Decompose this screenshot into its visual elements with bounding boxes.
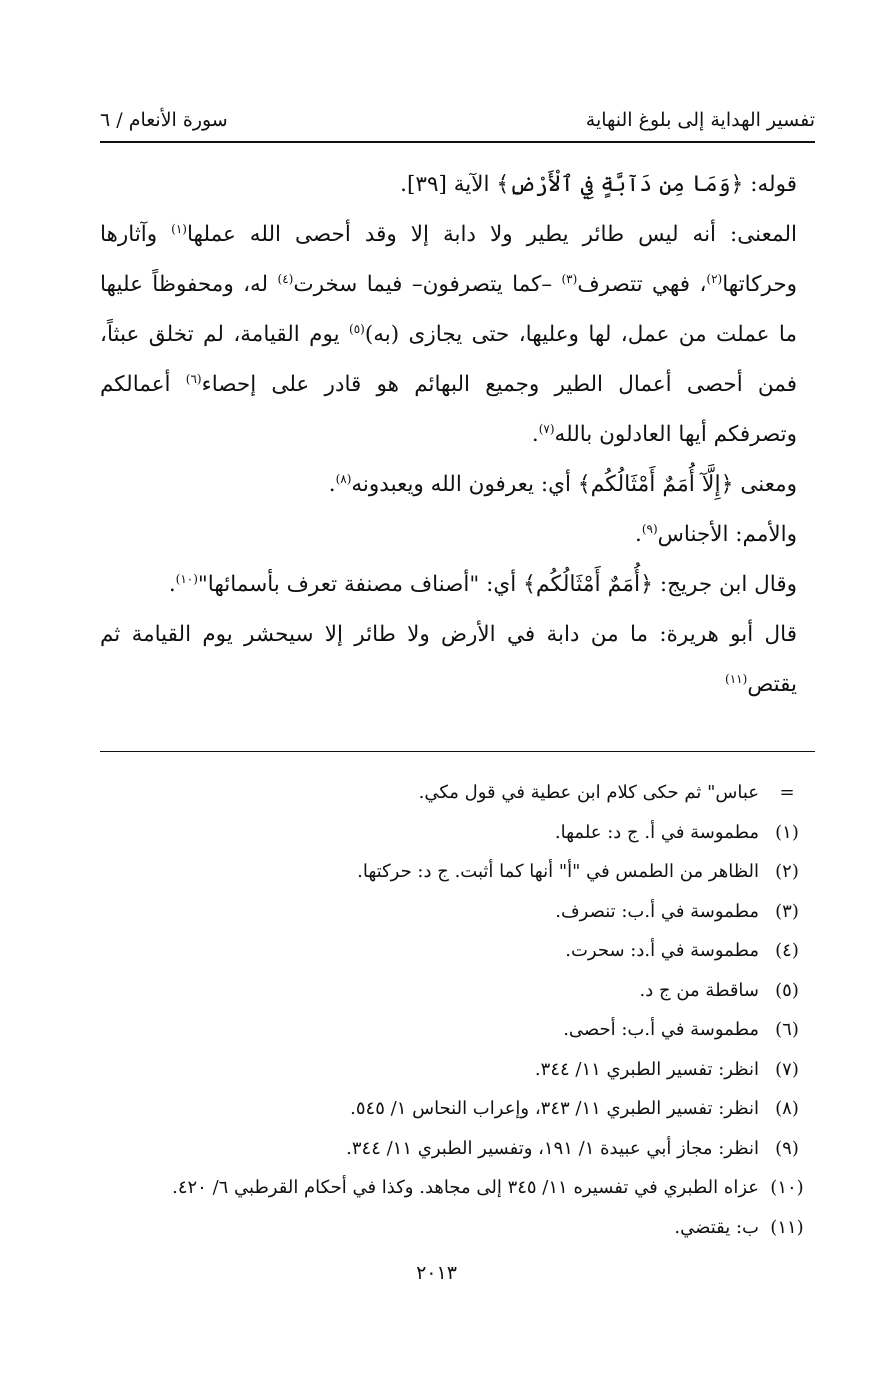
book-title: تفسير الهداية إلى بلوغ النهاية <box>585 109 815 131</box>
footnote-ref: (٣) <box>561 271 578 286</box>
footnote-ref: (٩) <box>641 521 658 536</box>
quran-verse: ﴿وَمَا مِن دَآبَّةٍ فِي ٱلْأَرْضِ﴾ <box>496 172 744 197</box>
footnote-item <box>100 1089 815 1129</box>
footnote-ref: (٥) <box>349 321 365 336</box>
footnote-text: الظاهر من الطمس في "أ" أنها كما أثبت. ج د: حركتها. <box>357 861 759 882</box>
footnote-number: (٣) <box>775 900 799 922</box>
footnote-item <box>100 813 815 853</box>
paragraph-ibn-jurayj: وقال ابن جريج: ﴿أُمَمٌ أَمْثَالُكُم﴾ أي: "أصناف مصنفة تعرف بأسمائها"$^{(١٠)}$. <box>168 571 797 597</box>
footnote-text: ب: يقتضي. <box>674 1216 759 1238</box>
footnote-number: (١٠) <box>770 1177 804 1198</box>
footnote-item <box>100 892 815 932</box>
footnote-ref: (١٠) <box>175 571 198 586</box>
footnote-text: عباس" ثم حكى كلام ابن عطية في قول مكي. <box>418 782 759 803</box>
footnote-ref: (١) <box>171 221 187 236</box>
footnote-item <box>100 1208 815 1248</box>
paragraph-meaning: المعنى: أنه ليس طائر يطير ولا دابة إلا وقد أحصى الله عملها$^{(١)}$ وآثارها وحركاتها$^{(٢)}$، فهي تتصرف$^{(٣)}$ –كما يتصرفون– فيما سخرت$^{(٤)}$ له، ومحفوظاً عليها ما عملت من عمل، لها وعليها، حتى يجازى (به)$^{(٥)}$ يوم القيامة، لم تخلق عبثاً، فمن أحصى أعمال الطير وجميع البهائم هو قادر على إحصاء$^{(٦)}$ أعمالكم وتصرفكم أيها العادلون بالله$^{(٧)}$. <box>100 221 798 447</box>
paragraph-ajnas: والأمم: الأجناس$^{(٩)}$. <box>634 521 797 547</box>
footnote-item <box>100 971 815 1011</box>
footnote-number: (١) <box>775 821 799 843</box>
footnote-number: (٦) <box>775 1019 799 1040</box>
quran-verse: ﴿إِلَّآ أُمَمٌ أَمْثَالُكُم﴾ <box>577 472 734 497</box>
footnote-item <box>100 1010 815 1050</box>
footnote-number: (٨) <box>775 1098 799 1119</box>
header-rule <box>100 141 815 143</box>
footnote-text: مطموسة في أ.د: سحرت. <box>565 940 759 961</box>
main-text <box>100 160 815 710</box>
footnote-rule <box>100 751 815 752</box>
footnote-item <box>100 773 815 813</box>
footnote-text: مطموسة في أ.ب: أحصى. <box>563 1019 759 1040</box>
footnote-item <box>100 1050 815 1090</box>
footnote-item <box>100 931 815 971</box>
footnote-item <box>100 1129 815 1169</box>
footnote-number: (٢) <box>775 861 799 882</box>
running-header <box>100 100 815 140</box>
footnote-item <box>100 1168 815 1208</box>
footnote-text: مطموسة في أ. ج د: علمها. <box>554 821 759 843</box>
footnote-text: ساقطة من ج د. <box>639 979 759 1001</box>
footnote-number: (٩) <box>775 1137 799 1159</box>
surah-label: سورة الأنعام / ٦ <box>100 109 228 131</box>
footnotes <box>100 773 815 1247</box>
paragraph-verse-39: قوله: ﴿وَمَا مِن دَآبَّةٍ فِي ٱلْأَرْضِ﴾ الآية [٣٩]. <box>400 172 797 197</box>
footnote-text: انظر: مجاز أبي عبيدة ١/ ١٩١، وتفسير الطبري ١١/ ٣٤٤. <box>346 1137 759 1159</box>
footnote-text: مطموسة في أ.ب: تنصرف. <box>555 900 759 922</box>
footnote-number: (٥) <box>775 979 799 1001</box>
footnote-item <box>100 852 815 892</box>
page-number: ٢٠١٣ <box>416 1262 457 1284</box>
paragraph-abu-hurayra: قال أبو هريرة: ما من دابة في الأرض ولا طائر إلا سيحشر يوم القيامة ثم يقتص$^{(١١)}$ <box>100 622 797 697</box>
footnote-ref: (٧) <box>538 421 555 436</box>
footnote-ref: (٨) <box>335 471 352 486</box>
footnote-text: انظر: تفسير الطبري ١١/ ٣٤٤. <box>534 1058 759 1080</box>
footnote-number: = <box>779 782 795 803</box>
footnote-ref: (٢) <box>706 271 723 286</box>
footnote-ref: (٦) <box>185 371 202 386</box>
footnote-number: (٧) <box>775 1058 799 1080</box>
footnote-number: (١١) <box>770 1216 804 1238</box>
paragraph-umam: ومعنى ﴿إِلَّآ أُمَمٌ أَمْثَالُكُم﴾ أي: يعرفون الله ويعبدونه$^{(٨)}$. <box>328 471 797 497</box>
footnote-number: (٤) <box>775 940 799 961</box>
footnote-text: عزاه الطبري في تفسيره ١١/ ٣٤٥ إلى مجاهد. وكذا في أحكام القرطبي ٦/ ٤٢٠. <box>172 1177 759 1198</box>
footnote-ref: (١١) <box>725 671 748 686</box>
footnote-ref: (٤) <box>277 271 294 286</box>
quran-verse: ﴿أُمَمٌ أَمْثَالُكُم﴾ <box>523 572 654 597</box>
footnote-text: انظر: تفسير الطبري ١١/ ٣٤٣، وإعراب النحاس ١/ ٥٤٥. <box>350 1098 759 1119</box>
